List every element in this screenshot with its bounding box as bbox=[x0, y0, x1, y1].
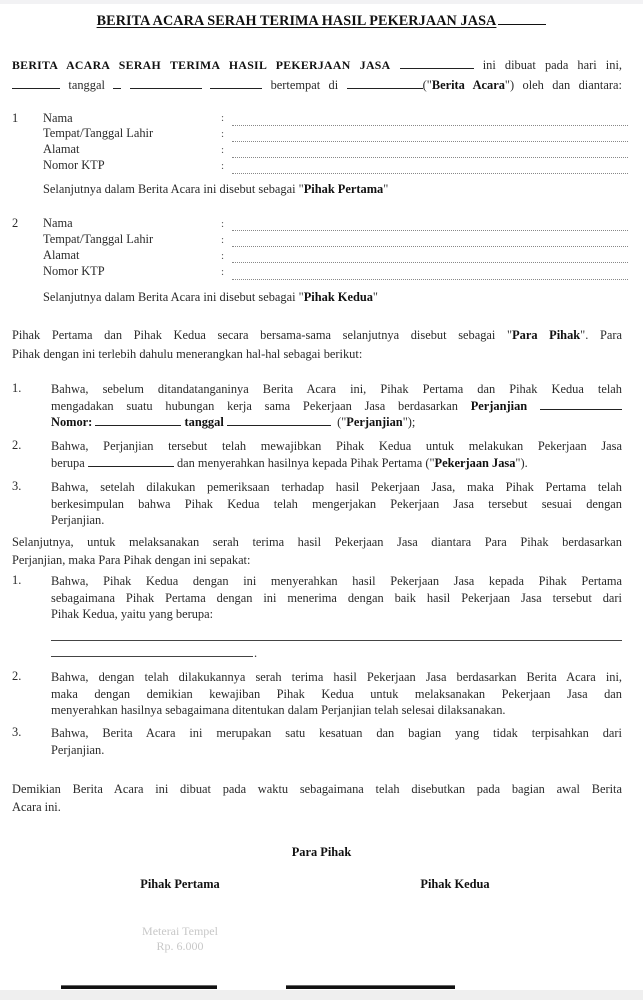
title-blank bbox=[498, 14, 546, 25]
para-line bbox=[12, 326, 622, 345]
colon: : bbox=[221, 266, 225, 278]
intro-blank-date-b[interactable] bbox=[130, 77, 202, 89]
para-pihak-paragraph bbox=[12, 326, 622, 364]
field-label-ktp: Nomor KTP bbox=[43, 264, 105, 278]
colon: : bbox=[221, 128, 225, 140]
pekerjaan-jasa-bold: Pekerjaan Jasa bbox=[434, 455, 516, 470]
field-input-nama[interactable] bbox=[232, 230, 628, 231]
agreement-line: Bahwa, Pihak Kedua dengan ini menyerahkan hasil Pekerjaan Jasa kepada Pihak Pertama bbox=[51, 574, 622, 588]
berupa-fill-line-2[interactable] bbox=[51, 656, 253, 657]
recital-line bbox=[51, 414, 622, 431]
signature-line-pihak-kedua[interactable] bbox=[286, 985, 455, 989]
intro-tanggal: tanggal bbox=[68, 78, 105, 92]
intro-blank-day[interactable] bbox=[12, 77, 60, 89]
colon: : bbox=[221, 218, 225, 230]
designation-text: Selanjutnya dalam Berita Acara ini disebut sebagai " bbox=[43, 290, 304, 304]
para-pihak-bold: Para Pihak bbox=[512, 328, 581, 342]
nomor-label: Nomor: bbox=[51, 415, 93, 429]
recital-1 bbox=[51, 381, 622, 431]
agreement-line: sebagaimana Pihak Pertama dengan ini menerima dengan baik hasil Pekerjaan Jasa tersebut dari bbox=[51, 590, 622, 605]
agreement-intro bbox=[12, 533, 622, 569]
party-1-designation bbox=[43, 181, 388, 197]
quote-open: (" bbox=[422, 78, 432, 92]
designation-bold: Pihak Pertama bbox=[303, 182, 384, 196]
intro-blank-place[interactable] bbox=[347, 77, 423, 89]
perjanjian-def: Perjanjian bbox=[346, 415, 403, 429]
recital-line: Perjanjian. bbox=[51, 513, 105, 527]
intro-blank-1[interactable] bbox=[400, 57, 474, 69]
party-number: 1 bbox=[12, 111, 19, 125]
perjanjian-bold: Perjanjian bbox=[470, 398, 528, 413]
recital-number: 3. bbox=[12, 479, 22, 493]
signature-label-pihak-pertama: Pihak Pertama bbox=[140, 877, 220, 891]
intro-line-2 bbox=[12, 77, 622, 93]
text: "); bbox=[402, 415, 416, 429]
para-line: Selanjutnya, untuk melaksanakan serah terima hasil Pekerjaan Jasa diantara Para Pihak berdasarkan bbox=[12, 535, 622, 549]
designation-suffix: " bbox=[383, 182, 389, 196]
recital-3 bbox=[51, 479, 622, 529]
agreement-line: menyerahkan hasilnya sebagaimana ditentukan dalam Perjanjian telah selesai dilaksanakan. bbox=[51, 703, 506, 717]
field-input-ktp[interactable] bbox=[232, 279, 628, 280]
field-input-alamat[interactable] bbox=[232, 262, 628, 263]
intro-blank-date-a[interactable] bbox=[113, 77, 121, 89]
recital-number: 1. bbox=[12, 381, 22, 395]
colon: : bbox=[221, 250, 225, 262]
title-text: BERITA ACARA SERAH TERIMA HASIL PEKERJAAN JASA bbox=[96, 13, 497, 29]
field-label-nama: Nama bbox=[43, 216, 73, 230]
recital-line: Bahwa, setelah dilakukan pemeriksaan terhadap hasil Pekerjaan Jasa, maka Pihak Pertama telah bbox=[51, 480, 622, 494]
text: mengadakan suatu hubungan kerja sama Pekerjaan Jasa berdasarkan bbox=[51, 398, 458, 413]
intro-bertempat: bertempat di bbox=[270, 78, 339, 92]
bottom-edge bbox=[0, 990, 643, 1000]
berupa-fill-line-1[interactable] bbox=[51, 640, 622, 641]
berupa-period: . bbox=[254, 646, 258, 660]
intro-rest: ini dibuat pada hari ini, bbox=[482, 58, 622, 72]
agreement-number: 2. bbox=[12, 669, 22, 683]
agreement-2 bbox=[51, 669, 622, 719]
intro-berita-acara: Berita Acara bbox=[431, 78, 505, 92]
para-line: Pihak dengan ini terlebih dahulu menerangkan hal-hal sebagai berikut: bbox=[12, 347, 363, 361]
text: dan menyerahkan hasilnya kepada Pihak Pertama (" bbox=[176, 455, 435, 470]
party-number: 2 bbox=[12, 216, 19, 230]
para-line: Demikian Berita Acara ini dibuat pada waktu sebagaimana telah disebutkan pada bagian awal Berita bbox=[12, 782, 622, 796]
recital-line: Bahwa, Perjanjian tersebut telah mewajibkan Pihak Kedua untuk melakukan Pekerjaan Jasa bbox=[51, 439, 622, 453]
stamp-line-1: Meterai Tempel bbox=[142, 924, 218, 938]
field-input-nama[interactable] bbox=[232, 125, 628, 126]
field-input-alamat[interactable] bbox=[232, 157, 628, 158]
stamp-line-2: Rp. 6.000 bbox=[156, 939, 204, 953]
agreement-3 bbox=[51, 725, 622, 758]
para-line: Perjanjian, maka Para Pihak dengan ini sepakat: bbox=[12, 553, 251, 567]
party-2-designation bbox=[43, 289, 378, 305]
agreement-line: Pihak Kedua, yaitu yang berupa: bbox=[51, 607, 214, 621]
field-label-ttl: Tempat/Tanggal Lahir bbox=[43, 232, 154, 246]
field-label-ktp: Nomor KTP bbox=[43, 158, 105, 172]
recital-line: berkesimpulan bahwa Pihak Kedua telah mengerjakan Pekerjaan Jasa tersebut sesuai dengan bbox=[51, 496, 622, 511]
signature-line-pihak-pertama[interactable] bbox=[61, 985, 217, 989]
agreement-line: Bahwa, Berita Acara ini merupakan satu kesatuan dan bagian yang tidak terpisahkan dari bbox=[51, 726, 622, 740]
text: "). bbox=[515, 455, 528, 470]
designation-bold: Pihak Kedua bbox=[303, 290, 373, 304]
text: ". Para bbox=[580, 328, 622, 342]
field-input-ttl[interactable] bbox=[232, 141, 628, 142]
intro-line-1 bbox=[12, 57, 622, 73]
field-input-ttl[interactable] bbox=[232, 246, 628, 247]
agreement-1 bbox=[51, 573, 622, 623]
designation-suffix: " bbox=[372, 290, 378, 304]
tanggal-blank[interactable] bbox=[227, 414, 331, 426]
field-label-alamat: Alamat bbox=[43, 248, 80, 262]
agreement-number: 3. bbox=[12, 725, 22, 739]
recital-2 bbox=[51, 438, 622, 471]
recital-number: 2. bbox=[12, 438, 22, 452]
field-label-alamat: Alamat bbox=[43, 142, 80, 156]
signature-heading: Para Pihak bbox=[291, 845, 352, 859]
berupa-blank[interactable] bbox=[88, 455, 174, 467]
agreement-line: Perjanjian. bbox=[51, 742, 105, 757]
document-title bbox=[0, 13, 643, 30]
text: (" bbox=[337, 415, 347, 429]
nomor-blank[interactable] bbox=[95, 414, 181, 426]
colon: : bbox=[221, 144, 225, 156]
colon: : bbox=[221, 160, 225, 172]
intro-blank-date-c[interactable] bbox=[210, 77, 262, 89]
agreement-line: Bahwa, dengan telah dilakukannya serah terima hasil Pekerjaan Jasa berdasarkan Berita Acara ini, bbox=[51, 670, 622, 684]
text: berupa bbox=[51, 455, 85, 470]
signature-label-pihak-kedua: Pihak Kedua bbox=[420, 877, 490, 891]
perjanjian-blank[interactable] bbox=[540, 398, 622, 410]
closing-paragraph bbox=[12, 780, 622, 816]
intro-close: ") oleh dan diantara: bbox=[504, 78, 622, 92]
field-label-nama: Nama bbox=[43, 111, 73, 125]
designation-text: Selanjutnya dalam Berita Acara ini disebut sebagai " bbox=[43, 182, 304, 196]
agreement-line: maka dengan demikian kewajiban Pihak Kedua untuk melaksanakan Pekerjaan Jasa dan bbox=[51, 686, 622, 701]
field-input-ktp[interactable] bbox=[232, 173, 628, 174]
meterai-stamp-placeholder bbox=[105, 924, 255, 954]
intro-bold-title: BERITA ACARA SERAH TERIMA HASIL PEKERJAAN JASA bbox=[12, 58, 391, 72]
top-edge bbox=[0, 0, 643, 4]
recital-line bbox=[51, 398, 622, 415]
tanggal-label: tanggal bbox=[184, 415, 224, 429]
para-line: Acara ini. bbox=[12, 800, 61, 814]
recital-line bbox=[51, 455, 622, 472]
colon: : bbox=[221, 234, 225, 246]
agreement-number: 1. bbox=[12, 573, 22, 587]
colon: : bbox=[221, 112, 225, 124]
recital-line: Bahwa, sebelum ditandatanganinya Berita Acara ini, Pihak Pertama dan Pihak Kedua telah bbox=[51, 382, 622, 396]
text: Pihak Pertama dan Pihak Kedua secara bersama-sama selanjutnya disebut sebagai " bbox=[12, 328, 513, 342]
field-label-ttl: Tempat/Tanggal Lahir bbox=[43, 126, 154, 140]
